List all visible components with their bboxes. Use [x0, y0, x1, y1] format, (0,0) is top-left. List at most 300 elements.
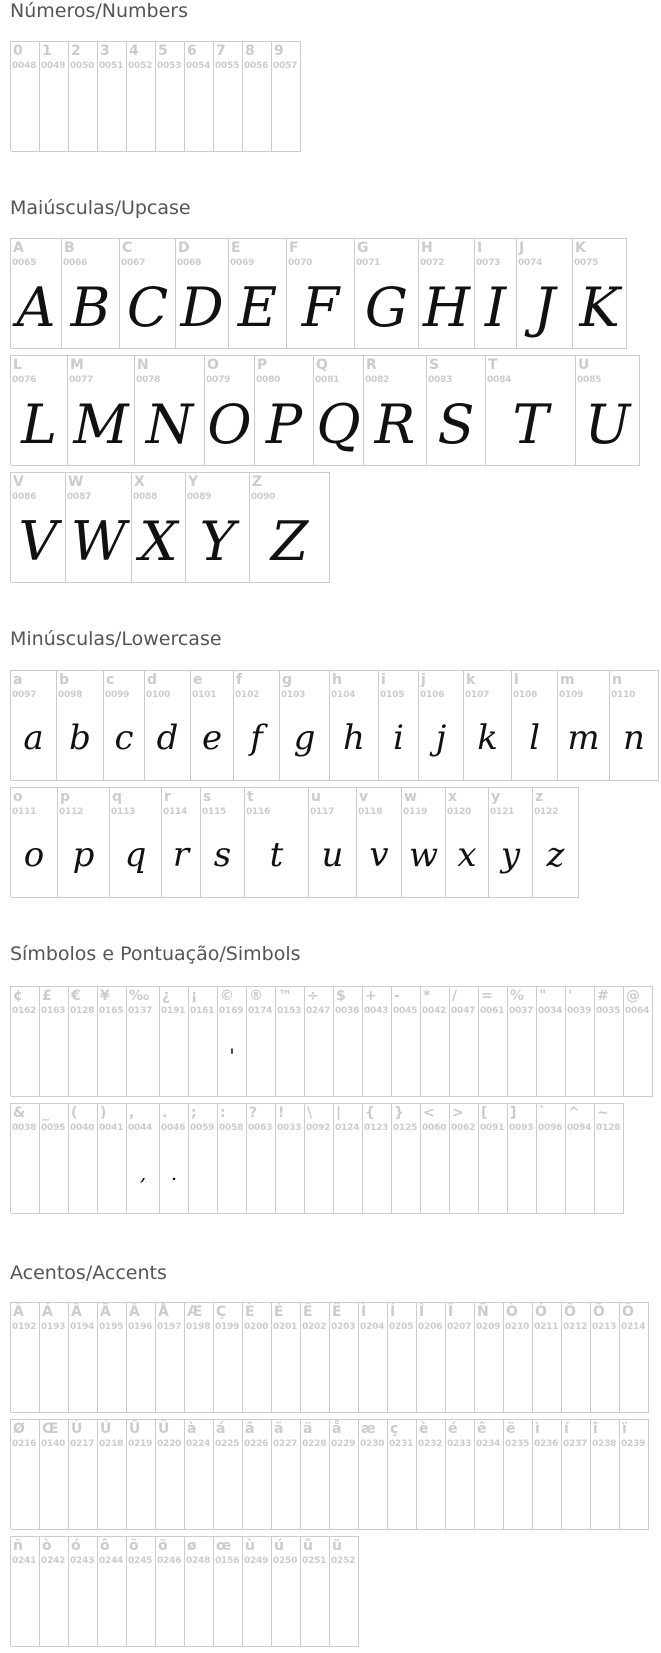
glyph-sample	[591, 1450, 619, 1529]
glyph-row	[10, 238, 627, 348]
character-label: N	[137, 357, 149, 373]
glyph-cell	[98, 1537, 127, 1647]
character-label: 9	[274, 43, 284, 59]
glyph-cell	[69, 42, 98, 152]
glyph-cell	[419, 239, 475, 349]
glyph-sample: B	[70, 276, 111, 339]
character-code: 0071	[356, 258, 381, 268]
character-label: v	[359, 789, 369, 805]
character-code: 0128	[70, 1006, 95, 1016]
character-code: 0165	[99, 1006, 124, 1016]
character-label: 0	[13, 43, 23, 59]
character-code: 0163	[41, 1006, 66, 1016]
glyph-cell	[69, 1303, 98, 1413]
character-label: Œ	[42, 1421, 59, 1437]
glyph-cell	[98, 1104, 127, 1214]
glyph-cell	[624, 987, 653, 1097]
character-code: 0118	[358, 807, 383, 817]
character-code: 0200	[244, 1322, 269, 1332]
glyph-cell	[160, 987, 189, 1097]
glyph-sample	[214, 1567, 242, 1646]
glyph-cell	[201, 788, 245, 898]
character-label: ©	[220, 988, 234, 1004]
character-label: +	[365, 988, 377, 1004]
character-code: 0246	[157, 1556, 182, 1566]
character-code: 0066	[63, 258, 88, 268]
character-code: 0249	[244, 1556, 269, 1566]
character-code: 0229	[331, 1439, 356, 1449]
character-label: %	[510, 988, 525, 1004]
glyph-sample	[98, 1450, 126, 1529]
character-code: 0226	[244, 1439, 269, 1449]
glyph-cell	[301, 1537, 330, 1647]
glyph-cell	[355, 239, 419, 349]
glyph-sample	[98, 1333, 126, 1412]
character-label: e	[193, 672, 203, 688]
character-code: 0093	[509, 1123, 534, 1133]
character-label: U	[578, 357, 590, 373]
glyph-cell	[508, 987, 537, 1097]
character-label: [	[481, 1105, 488, 1121]
glyph-sample: Y	[199, 510, 236, 573]
glyph-cell	[417, 1420, 446, 1530]
glyph-cell	[334, 1104, 363, 1214]
glyph-sample: C	[126, 276, 169, 339]
character-code: 0081	[315, 375, 340, 385]
character-label: ‰	[129, 988, 150, 1004]
glyph-sample	[421, 1134, 449, 1213]
glyph-sample	[185, 1333, 213, 1412]
glyph-sample	[562, 1450, 590, 1529]
character-code: 0107	[465, 690, 490, 700]
character-label: Ê	[303, 1304, 313, 1320]
character-label: Q	[316, 357, 328, 373]
character-label: í	[564, 1421, 569, 1437]
glyph-sample: m	[567, 718, 600, 758]
glyph-sample	[214, 1333, 242, 1412]
character-label: ê	[477, 1421, 487, 1437]
character-code: 0247	[306, 1006, 331, 1016]
glyph-cell	[475, 1303, 504, 1413]
character-label: z	[535, 789, 544, 805]
character-label: Ì	[361, 1304, 367, 1320]
glyph-cell	[243, 1420, 272, 1530]
character-label: F	[289, 240, 299, 256]
glyph-sample	[388, 1333, 416, 1412]
glyph-cell	[185, 1420, 214, 1530]
glyph-cell	[255, 356, 314, 466]
glyph-cell	[11, 1537, 40, 1647]
glyph-cell	[191, 671, 234, 781]
glyph-sample	[363, 1017, 391, 1096]
character-label: ¿	[162, 988, 171, 1004]
character-label: Ö	[622, 1304, 634, 1320]
glyph-sample	[305, 1017, 333, 1096]
glyph-cell	[98, 42, 127, 152]
glyph-cell	[533, 1420, 562, 1530]
character-label: ö	[158, 1538, 168, 1554]
character-label: Õ	[593, 1304, 605, 1320]
glyph-cell	[359, 1420, 388, 1530]
glyph-sample	[475, 1333, 503, 1412]
glyph-sample	[475, 1450, 503, 1529]
character-label: ?	[249, 1105, 258, 1121]
glyph-cell	[479, 1104, 508, 1214]
glyph-cell	[62, 239, 120, 349]
character-label: X	[134, 474, 145, 490]
character-code: 0053	[157, 61, 182, 71]
character-code: 0095	[41, 1123, 66, 1133]
character-label: Ù	[71, 1421, 83, 1437]
character-label: Å	[158, 1304, 169, 1320]
glyph-cell	[162, 788, 201, 898]
glyph-sample: Q	[316, 393, 361, 456]
character-code: 0099	[105, 690, 130, 700]
glyph-cell	[110, 788, 162, 898]
character-code: 0091	[480, 1123, 505, 1133]
glyph-cell	[11, 1420, 40, 1530]
character-code: 0052	[128, 61, 153, 71]
character-code: 0198	[186, 1322, 211, 1332]
glyph-sample: Z	[270, 510, 309, 573]
glyph-cell	[330, 671, 379, 781]
character-label: -	[394, 988, 400, 1004]
character-label: B	[64, 240, 75, 256]
glyph-sample	[508, 1017, 536, 1096]
glyph-sample: l	[529, 718, 540, 758]
glyph-sample	[156, 72, 184, 151]
glyph-sample: s	[213, 835, 232, 875]
character-code: 0233	[447, 1439, 472, 1449]
glyph-cell	[57, 671, 104, 781]
character-code: 0073	[476, 258, 501, 268]
character-code: 0092	[306, 1123, 331, 1133]
character-code: 0083	[428, 375, 453, 385]
character-label: £	[42, 988, 52, 1004]
glyph-sample: x	[457, 835, 477, 875]
glyph-sample: w	[408, 835, 439, 875]
glyph-cell	[446, 1303, 475, 1413]
glyph-cell	[156, 1420, 185, 1530]
character-code: 0162	[12, 1006, 37, 1016]
glyph-sample	[276, 1134, 304, 1213]
glyph-cell	[68, 356, 135, 466]
glyph-sample	[11, 1567, 39, 1646]
character-label: ã	[274, 1421, 284, 1437]
character-label: P	[257, 357, 268, 373]
character-code: 0206	[418, 1322, 443, 1332]
glyph-sample	[185, 72, 213, 151]
glyph-sample: e	[201, 718, 223, 758]
character-code: 0243	[70, 1556, 95, 1566]
glyph-cell	[620, 1303, 649, 1413]
character-label: _	[42, 1105, 49, 1121]
glyph-sample	[160, 1017, 188, 1096]
character-label: )	[100, 1105, 107, 1121]
glyph-cell	[272, 1420, 301, 1530]
glyph-sample: v	[369, 835, 389, 875]
glyph-cell	[69, 1420, 98, 1530]
glyph-sample	[243, 1333, 271, 1412]
character-code: 0153	[277, 1006, 302, 1016]
character-label: è	[419, 1421, 429, 1437]
character-label: ú	[274, 1538, 284, 1554]
character-code: 0252	[331, 1556, 356, 1566]
glyph-cell	[156, 42, 185, 152]
glyph-sample	[69, 72, 97, 151]
character-code: 0241	[12, 1556, 37, 1566]
glyph-cell	[558, 671, 610, 781]
character-code: 0111	[12, 807, 37, 817]
glyph-cell	[620, 1420, 649, 1530]
character-code: 0116	[246, 807, 271, 817]
character-code: 0192	[12, 1322, 37, 1332]
character-code: 0115	[202, 807, 227, 817]
character-label: À	[13, 1304, 24, 1320]
glyph-sample: A	[16, 276, 56, 339]
character-code: 0046	[161, 1123, 186, 1133]
glyph-cell	[576, 356, 640, 466]
character-code: 0232	[418, 1439, 443, 1449]
glyph-cell	[66, 473, 132, 583]
glyph-cell	[156, 1303, 185, 1413]
character-label: É	[274, 1304, 284, 1320]
character-code: 0078	[136, 375, 161, 385]
character-code: 0097	[12, 690, 37, 700]
glyph-cell	[359, 1303, 388, 1413]
character-code: 0048	[12, 61, 37, 71]
glyph-cell	[309, 788, 357, 898]
character-code: 0103	[281, 690, 306, 700]
glyph-sample	[243, 1567, 271, 1646]
character-code: 0245	[128, 1556, 153, 1566]
character-label: =	[481, 988, 493, 1004]
glyph-sample	[98, 72, 126, 151]
character-label: I	[477, 240, 483, 256]
character-code: 0125	[393, 1123, 418, 1133]
glyph-cell	[40, 42, 69, 152]
character-label: œ	[216, 1538, 232, 1554]
character-label: ;	[191, 1105, 197, 1121]
character-label: f	[236, 672, 243, 688]
character-code: 0211	[534, 1322, 559, 1332]
character-label: 2	[71, 43, 81, 59]
glyph-sample	[247, 1017, 275, 1096]
character-label: æ	[361, 1421, 376, 1437]
glyph-sample	[127, 1450, 155, 1529]
character-code: 0034	[538, 1006, 563, 1016]
character-code: 0101	[192, 690, 217, 700]
glyph-cell	[11, 42, 40, 152]
character-code: 0082	[365, 375, 390, 385]
glyph-cell	[504, 1420, 533, 1530]
glyph-sample: g	[293, 718, 316, 758]
character-code: 0227	[273, 1439, 298, 1449]
character-code: 0194	[70, 1322, 95, 1332]
character-code: 0210	[505, 1322, 530, 1332]
glyph-cell	[276, 987, 305, 1097]
character-label: T	[488, 357, 498, 373]
character-code: 0122	[534, 807, 559, 817]
character-label: Ë	[332, 1304, 342, 1320]
character-label: ÷	[307, 988, 319, 1004]
character-code: 0114	[163, 807, 188, 817]
glyph-cell	[185, 42, 214, 152]
character-label: d	[147, 672, 158, 688]
glyph-sample: h	[343, 718, 365, 758]
glyph-sample: R	[374, 393, 416, 456]
glyph-cell	[305, 1104, 334, 1214]
character-code: 0040	[70, 1123, 95, 1133]
glyph-cell	[537, 987, 566, 1097]
character-label: Û	[129, 1421, 141, 1437]
glyph-sample	[330, 1450, 358, 1529]
character-label: x	[448, 789, 458, 805]
character-code: 0085	[577, 375, 602, 385]
glyph-sample	[98, 1134, 126, 1213]
glyph-cell	[250, 473, 330, 583]
character-code: 0237	[563, 1439, 588, 1449]
character-code: 0238	[592, 1439, 617, 1449]
character-label: ~	[597, 1105, 609, 1121]
glyph-cell	[537, 1104, 566, 1214]
character-label: C	[122, 240, 133, 256]
glyph-cell	[40, 1537, 69, 1647]
glyph-sample	[417, 1450, 445, 1529]
glyph-cell	[127, 1537, 156, 1647]
glyph-row	[10, 1536, 359, 1646]
glyph-cell	[486, 356, 576, 466]
character-code: 0248	[186, 1556, 211, 1566]
glyph-sample: J	[533, 276, 556, 339]
glyph-cell	[243, 1303, 272, 1413]
character-label: &	[13, 1105, 26, 1121]
character-label: €	[71, 988, 81, 1004]
glyph-cell	[512, 671, 558, 781]
character-label: R	[366, 357, 377, 373]
character-label: g	[282, 672, 293, 688]
character-code: 0123	[364, 1123, 389, 1133]
glyph-row	[10, 787, 579, 897]
glyph-sample: o	[23, 835, 45, 875]
glyph-sample	[156, 1333, 184, 1412]
character-code: 0088	[133, 492, 158, 502]
glyph-cell	[533, 788, 579, 898]
character-label: l	[514, 672, 519, 688]
glyph-cell	[421, 1104, 450, 1214]
glyph-cell	[243, 42, 272, 152]
glyph-cell	[446, 788, 489, 898]
character-code: 0060	[422, 1123, 447, 1133]
glyph-sample: L	[21, 393, 57, 456]
glyph-sample: ,	[139, 1161, 147, 1185]
character-code: 0108	[513, 690, 538, 700]
glyph-cell	[185, 1303, 214, 1413]
character-code: 0068	[177, 258, 202, 268]
character-label: y	[491, 789, 501, 805]
glyph-sample	[272, 1450, 300, 1529]
glyph-cell	[314, 356, 364, 466]
glyph-sample	[40, 1567, 68, 1646]
glyph-sample	[479, 1017, 507, 1096]
glyph-sample	[504, 1450, 532, 1529]
character-label: M	[70, 357, 84, 373]
glyph-sample: T	[512, 393, 549, 456]
glyph-sample: P	[265, 393, 303, 456]
character-label: á	[216, 1421, 226, 1437]
character-label: î	[593, 1421, 598, 1437]
character-code: 0067	[121, 258, 146, 268]
character-label: ,	[129, 1105, 135, 1121]
glyph-cell	[40, 1303, 69, 1413]
glyph-sample	[591, 1333, 619, 1412]
glyph-row	[10, 472, 330, 582]
glyph-row	[10, 1103, 624, 1213]
glyph-cell	[475, 1420, 504, 1530]
glyph-sample	[533, 1333, 561, 1412]
glyph-cell	[450, 1104, 479, 1214]
character-label: S	[429, 357, 440, 373]
character-label: }	[394, 1105, 404, 1121]
glyph-sample	[305, 1134, 333, 1213]
character-code: 0098	[58, 690, 83, 700]
character-label: D	[178, 240, 190, 256]
character-code: 0056	[244, 61, 269, 71]
glyph-sample	[479, 1134, 507, 1213]
glyph-cell	[218, 987, 247, 1097]
character-label: *	[423, 988, 431, 1004]
character-code: 0064	[625, 1006, 650, 1016]
glyph-sample	[127, 1333, 155, 1412]
glyph-cell	[533, 1303, 562, 1413]
glyph-cell	[591, 1420, 620, 1530]
glyph-sample	[620, 1333, 648, 1412]
glyph-cell	[610, 671, 659, 781]
character-code: 0225	[215, 1439, 240, 1449]
glyph-sample: .	[170, 1161, 178, 1185]
character-label: u	[311, 789, 321, 805]
glyph-cell	[475, 239, 517, 349]
character-code: 0074	[518, 258, 543, 268]
glyph-cell	[421, 987, 450, 1097]
character-code: 0106	[420, 690, 445, 700]
glyph-cell	[11, 671, 57, 781]
glyph-sample	[446, 1450, 474, 1529]
glyph-sample	[11, 1134, 39, 1213]
character-code: 0213	[592, 1322, 617, 1332]
glyph-cell	[334, 987, 363, 1097]
glyph-sample: X	[139, 510, 178, 573]
glyph-cell	[11, 788, 58, 898]
character-label: j	[421, 672, 426, 688]
glyph-sample: '	[229, 1044, 235, 1068]
character-code: 0117	[310, 807, 335, 817]
glyph-sample: d	[156, 718, 179, 758]
glyph-row	[10, 1302, 649, 1412]
glyph-cell	[214, 1303, 243, 1413]
section-title-upcase: Maiúsculas/Upcase	[10, 197, 191, 219]
glyph-cell	[489, 788, 533, 898]
glyph-sample: t	[269, 835, 284, 875]
glyph-sample: I	[484, 276, 507, 339]
character-label: ù	[245, 1538, 255, 1554]
glyph-sample	[127, 1017, 159, 1096]
character-code: 0043	[364, 1006, 389, 1016]
glyph-cell	[189, 1104, 218, 1214]
glyph-row	[10, 986, 653, 1096]
character-label: >	[452, 1105, 464, 1121]
character-label: ™	[278, 988, 292, 1004]
